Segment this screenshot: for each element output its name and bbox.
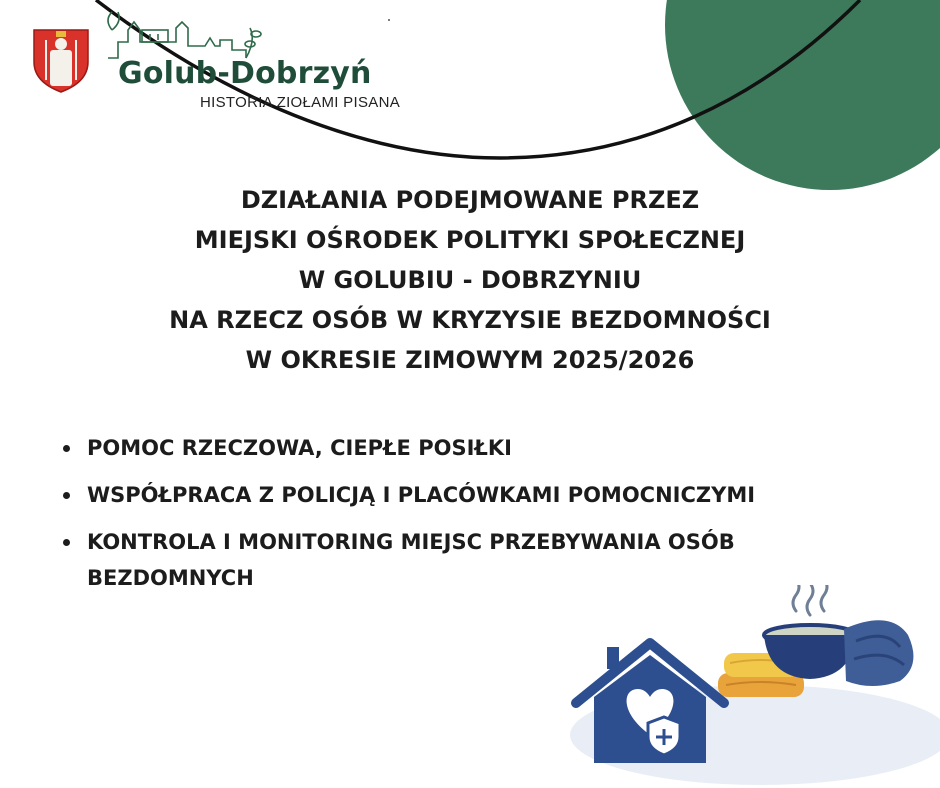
list-item-text: WSPÓŁPRACA Z POLICJĄ I PLACÓWKAMI POMOCNICZYMI	[87, 483, 756, 507]
list-item	[60, 477, 820, 513]
dot-decoration	[388, 19, 390, 21]
list-item	[60, 430, 820, 466]
blue-blanket-icon	[844, 620, 913, 686]
headline-line: DZIAŁANIA PODEJMOWANE PRZEZ	[240, 186, 700, 214]
list-item-text: POMOC RZECZOWA, CIEPŁE POSIŁKI	[87, 436, 512, 460]
brand-name: Golub-Dobrzyń	[118, 56, 372, 91]
headline-line: W OKRESIE ZIMOWYM 2025/2026	[245, 346, 695, 374]
list-item-text: KONTROLA I MONITORING MIEJSC PRZEBYWANIA OSÓB BEZDOMNYCH	[87, 530, 735, 590]
castle-skyline-icon	[108, 12, 261, 58]
bullet-icon	[63, 492, 70, 499]
bullet-icon	[63, 445, 70, 452]
brand-tagline: HISTORIA ZIOŁAMI PISANA	[200, 94, 401, 111]
coat-of-arms-icon	[34, 30, 88, 92]
actions-list	[60, 430, 820, 607]
page-headline	[60, 180, 880, 380]
illustration	[560, 585, 940, 788]
bullet-icon	[63, 539, 70, 546]
green-circle-decoration	[665, 0, 940, 190]
house-heart-icon	[576, 643, 724, 763]
headline-line: NA RZECZ OSÓB W KRYZYSIE BEZDOMNOŚCI	[169, 306, 771, 334]
headline-line: W GOLUBIU - DOBRZYNIU	[298, 266, 642, 294]
headline-line: MIEJSKI OŚRODEK POLITYKI SPOŁECZNEJ	[194, 226, 746, 254]
hot-soup-bowl-icon	[764, 585, 856, 679]
decorative-background	[0, 0, 940, 200]
